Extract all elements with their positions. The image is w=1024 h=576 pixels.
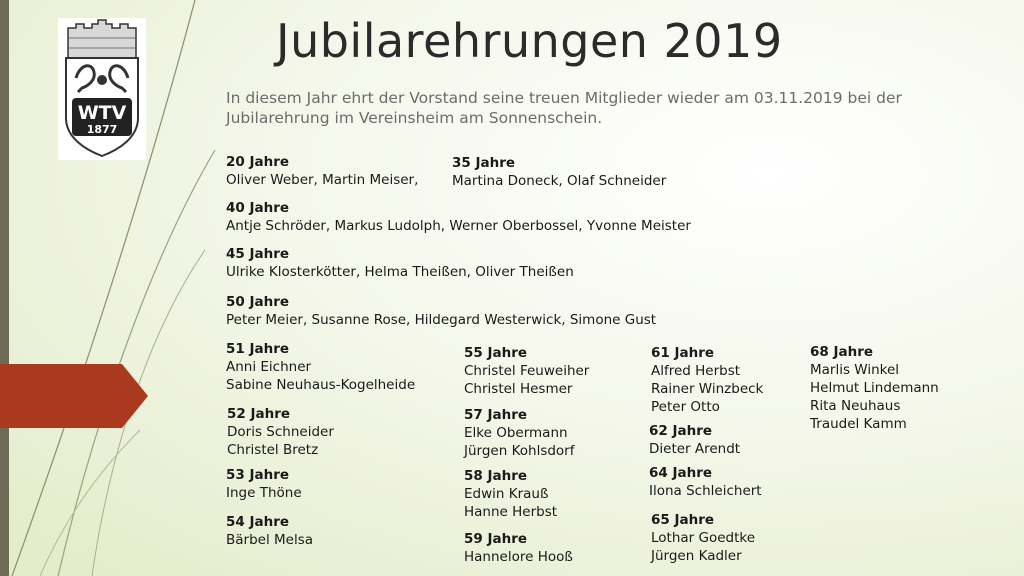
group-heading: 54 Jahre: [226, 514, 290, 530]
group-name: Helmut Lindemann: [810, 380, 939, 396]
group-name: Christel Feuweiher: [464, 363, 590, 379]
group-name: Ulrike Klosterkötter, Helma Theißen, Oliver Theißen: [226, 264, 574, 280]
group-20-jahre: [226, 153, 418, 189]
group-65-jahre: [651, 511, 755, 565]
group-name: Doris Schneider: [227, 424, 334, 440]
group-name: Rainer Winzbeck: [651, 381, 764, 397]
group-51-jahre: [226, 340, 415, 394]
group-name: Hannelore Hooß: [464, 549, 573, 565]
group-52-jahre: [227, 405, 334, 459]
group-61-jahre: [651, 344, 763, 416]
group-name: Alfred Herbst: [651, 363, 741, 379]
group-name: Elke Obermann: [464, 425, 568, 441]
group-heading: 59 Jahre: [464, 531, 528, 547]
group-heading: 53 Jahre: [226, 467, 290, 483]
group-name: Sabine Neuhaus-Kogelheide: [226, 377, 416, 393]
club-logo: [58, 18, 146, 160]
group-heading: 68 Jahre: [810, 344, 874, 360]
group-heading: 51 Jahre: [226, 341, 290, 357]
arrow-shape: [0, 364, 148, 428]
group-name: Edwin Krauß: [464, 486, 549, 502]
group-heading: 65 Jahre: [651, 512, 715, 528]
group-58-jahre: [464, 467, 557, 521]
group-heading: 58 Jahre: [464, 468, 528, 484]
intro-text: In diesem Jahr ehrt der Vorstand seine treuen Mitglieder wieder am 03.11.2019 bei der Jubilarehrung im Vereinsheim am Sonnenschein.: [226, 89, 902, 127]
group-name: Ilona Schleichert: [649, 483, 762, 499]
group-name: Jürgen Kadler: [651, 548, 742, 564]
group-name: Christel Hesmer: [464, 381, 573, 397]
group-name: Hanne Herbst: [464, 504, 558, 520]
page-title: Jubilarehrungen 2019: [276, 14, 783, 68]
group-name: Peter Meier, Susanne Rose, Hildegard Westerwick, Simone Gust: [226, 312, 657, 328]
group-name: Christel Bretz: [227, 442, 319, 458]
group-name: Antje Schröder, Markus Ludolph, Werner Oberbossel, Yvonne Meister: [226, 218, 691, 234]
group-50-jahre: [226, 293, 656, 329]
group-59-jahre: [464, 530, 573, 566]
group-name: Bärbel Melsa: [226, 532, 314, 548]
group-name: Oliver Weber, Martin Meiser,: [226, 172, 419, 188]
left-bar: [0, 0, 9, 576]
group-heading: 45 Jahre: [226, 246, 290, 262]
group-name: Peter Otto: [651, 399, 720, 415]
group-name: Dieter Arendt: [649, 441, 741, 457]
group-heading: 62 Jahre: [649, 423, 713, 439]
group-heading: 64 Jahre: [649, 465, 713, 481]
group-35-jahre: [452, 154, 666, 190]
group-54-jahre: [226, 513, 313, 549]
group-name: Traudel Kamm: [810, 416, 907, 432]
group-45-jahre: [226, 245, 574, 281]
group-64-jahre: [649, 464, 762, 500]
group-name: Rita Neuhaus: [810, 398, 901, 414]
group-40-jahre: [226, 199, 691, 235]
group-53-jahre: [226, 466, 302, 502]
group-62-jahre: [649, 422, 740, 458]
group-heading: 55 Jahre: [464, 345, 528, 361]
group-name: Jürgen Kohlsdorf: [464, 443, 575, 459]
group-name: Martina Doneck, Olaf Schneider: [452, 173, 667, 189]
group-heading: 52 Jahre: [227, 406, 291, 422]
group-name: Marlis Winkel: [810, 362, 900, 378]
group-name: Anni Eichner: [226, 359, 312, 375]
group-68-jahre: [810, 343, 939, 433]
group-heading: 40 Jahre: [226, 200, 290, 216]
logo-year: 1877: [86, 123, 118, 136]
group-name: Inge Thöne: [226, 485, 302, 501]
group-name: Lothar Goedtke: [651, 530, 756, 546]
group-heading: 61 Jahre: [651, 345, 715, 361]
logo-text: WTV: [77, 102, 127, 124]
deco-line-4: [40, 430, 140, 576]
group-heading: 57 Jahre: [464, 407, 528, 423]
deco-line-2: [58, 150, 215, 576]
group-heading: 35 Jahre: [452, 155, 516, 171]
group-57-jahre: [464, 406, 575, 460]
shield-logo-icon: [58, 18, 146, 160]
group-heading: 50 Jahre: [226, 294, 290, 310]
group-55-jahre: [464, 344, 589, 398]
group-heading: 20 Jahre: [226, 154, 290, 170]
